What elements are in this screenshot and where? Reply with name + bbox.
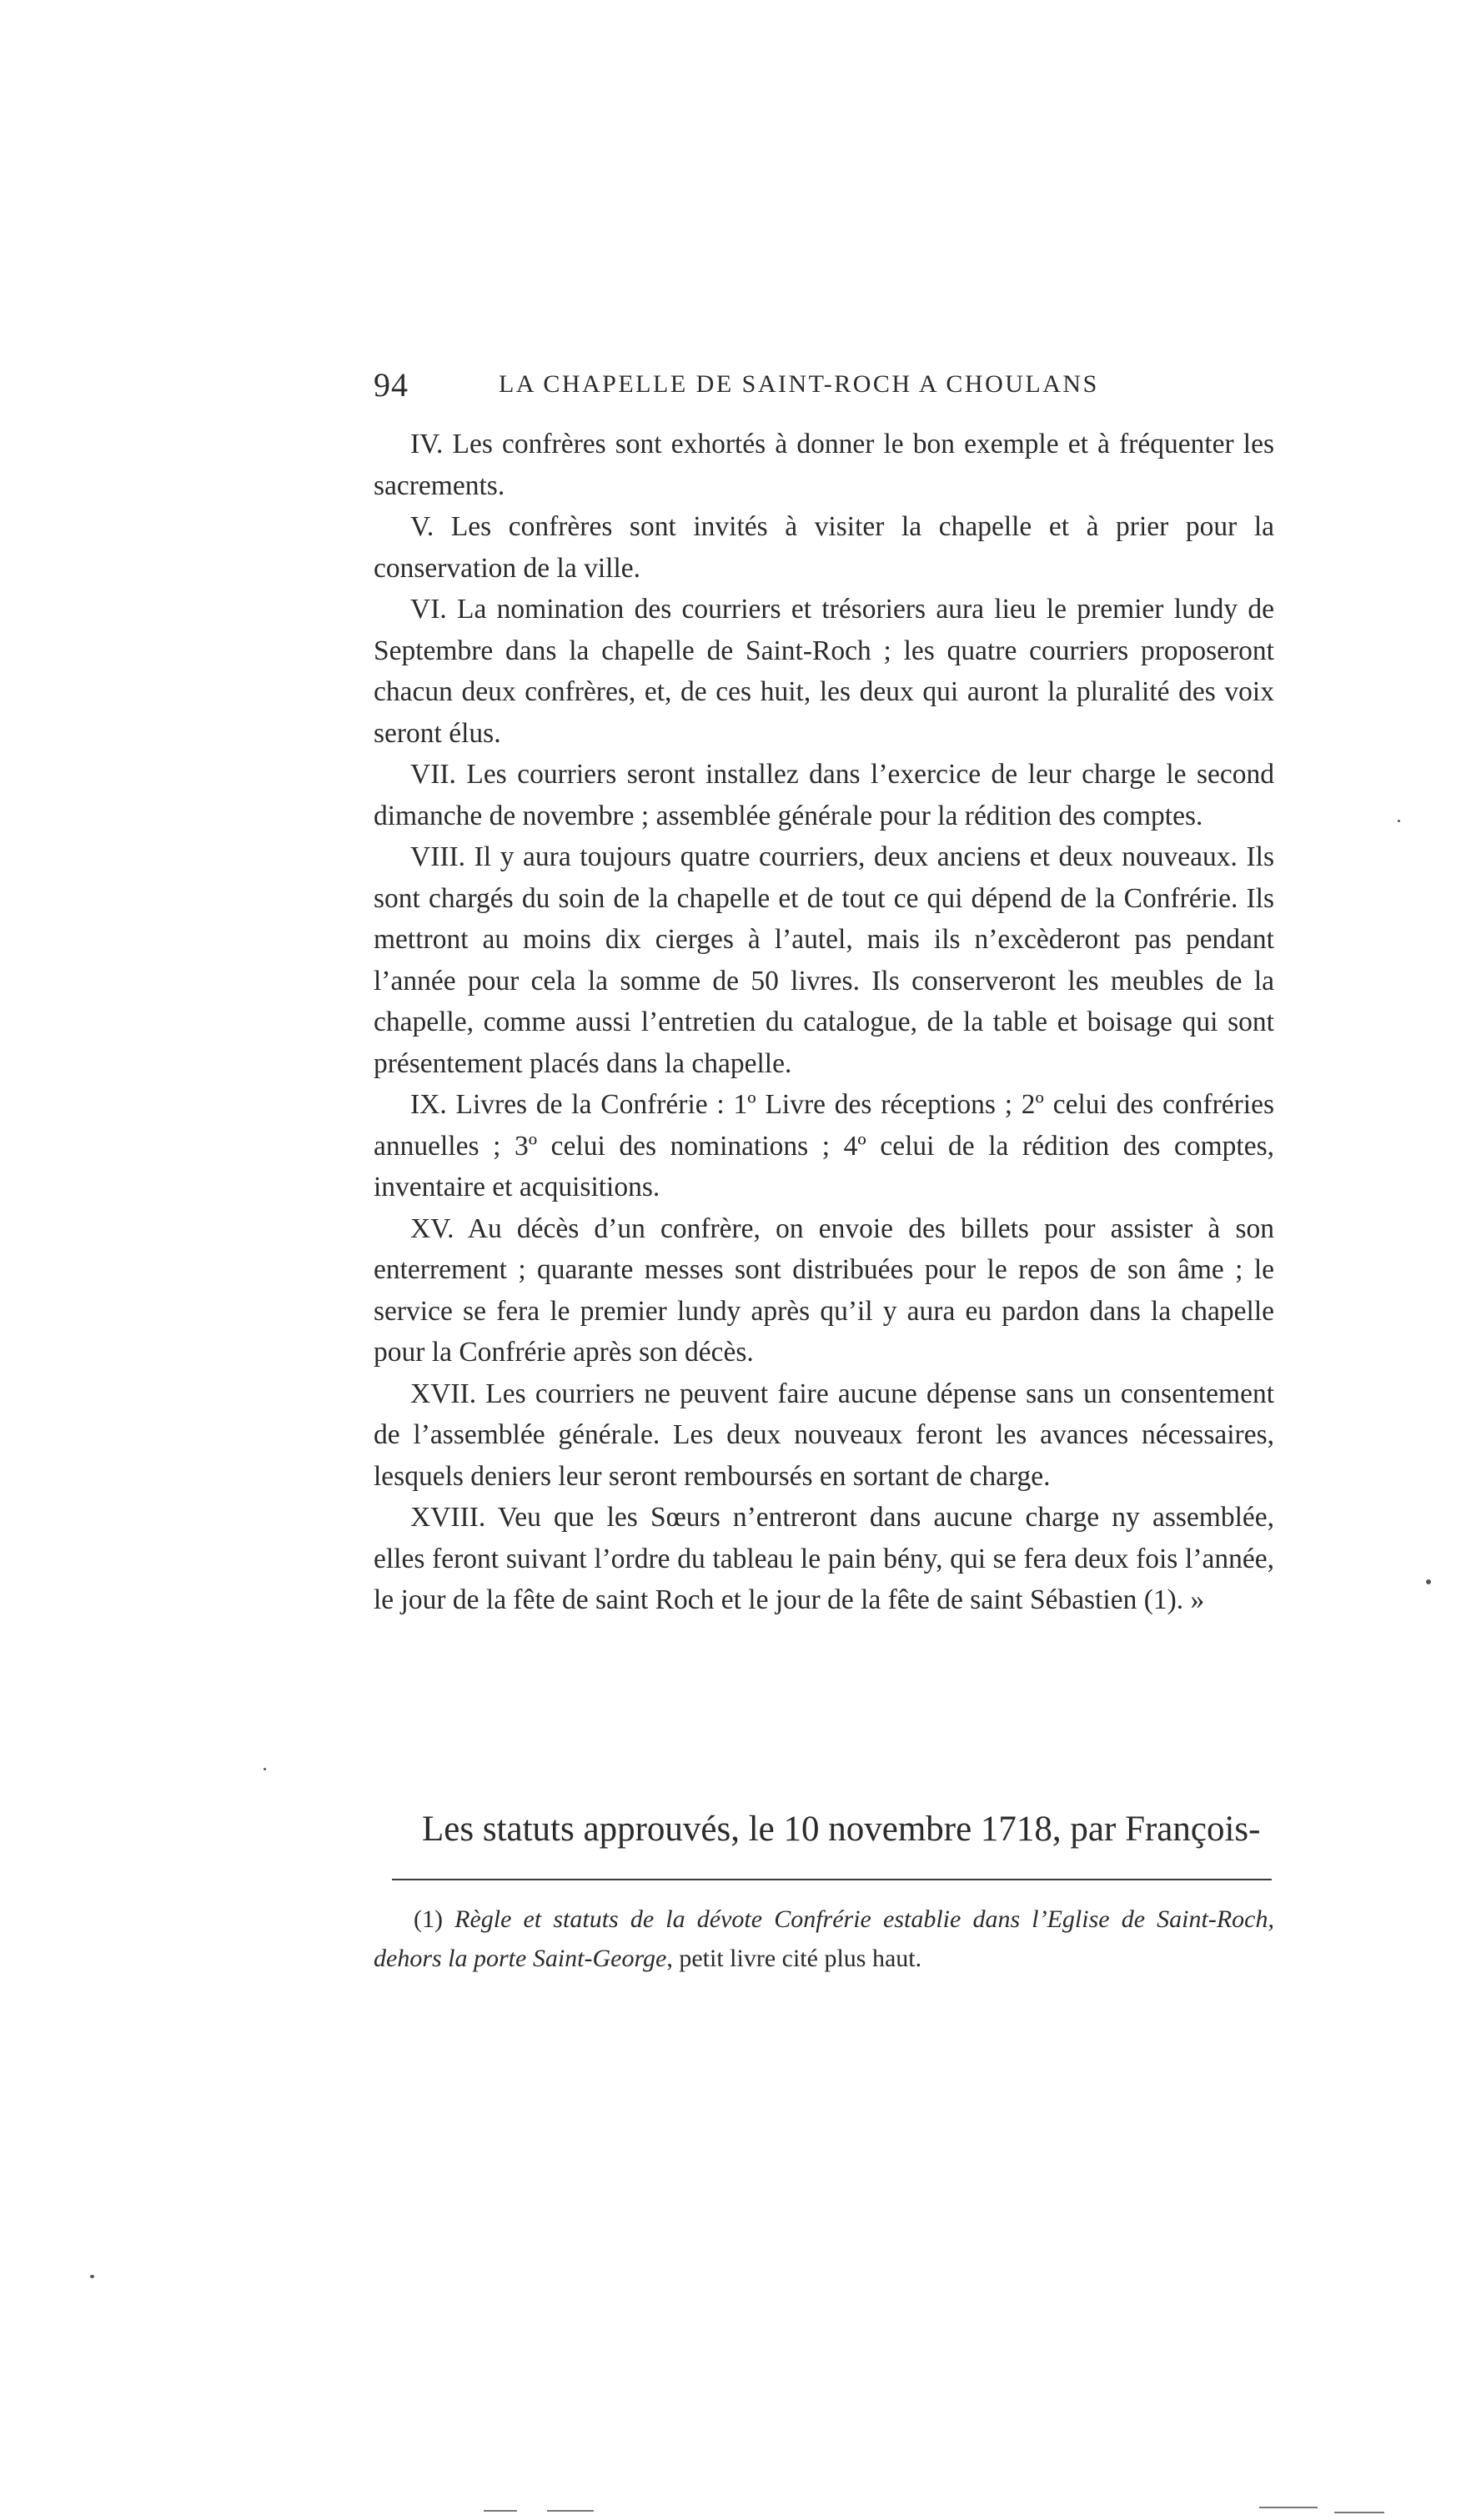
running-head (374, 365, 1274, 415)
article-vii: VII. Les courriers seront installez dans l’exercice de leur charge le second dimanche de novembre ; assemblée générale pour la rédition des comptes. (374, 759, 1274, 831)
statutes-text (374, 424, 1274, 1621)
article-xvii: XVII. Les courriers ne peuvent faire aucune dépense sans un consentement de l’assemblée générale. Les deux nouveaux feront les avances nécessaires, lesquels deniers leur seront remboursés en sortant de charge. (374, 1378, 1274, 1492)
article-iv: IV. Les confrères sont exhortés à donner le bon exemple et à fréquenter les sacrements. (374, 429, 1274, 501)
scan-edge-mark (484, 2510, 517, 2512)
scan-speck (90, 2275, 94, 2278)
footnote-marker: (1) (414, 1905, 455, 1933)
article-ix: IX. Livres de la Confrérie : 1º Livre des réceptions ; 2º celui des confréries annuelles ; 3º celui des nominations ; 4º celui de la rédition des comptes, inventaire et acquisitions. (374, 1089, 1274, 1202)
scan-edge-mark (1334, 2512, 1384, 2513)
article-xviii: XVIII. Veu que les Sœurs n’entreront dans aucune charge ny assemblée, elles feront suivant l’ordre du tableau le pain bény, qui se fera deux fois l’année, le jour de la fête de saint Roch et le jour de la fête de saint Sébastien (1). » (374, 1502, 1274, 1615)
article-vi: VI. La nomination des courriers et trésoriers aura lieu le premier lundy de Septembre dans la chapelle de Saint-Roch ; les quatre courriers proposeront chacun deux confrères, et, de ces huit, les deux qui auront la pluralité des voix seront élus. (374, 594, 1274, 749)
continuation-line: Les statuts approuvés, le 10 novembre 1718, par François- (422, 1810, 1261, 1849)
scan-speck (264, 1768, 266, 1770)
scan-speck (1426, 1579, 1431, 1584)
scan-edge-mark (547, 2510, 594, 2512)
scan-speck (1398, 820, 1400, 822)
article-v: V. Les confrères sont invités à visiter la chapelle et à prier pour la conservation de la ville. (374, 511, 1274, 584)
footnote-rule (392, 1879, 1272, 1880)
footnote-rest: , petit livre cité plus haut. (666, 1945, 922, 1972)
footnote-title: Règle et statuts de la dévote Confrérie establie dans l’Eglise de Saint-Roch, dehors la porte Saint-George (374, 1905, 1274, 1972)
article-xv: XV. Au décès d’un confrère, on envoie des billets pour assister à son enterrement ; quarante messes sont distribuées pour le repos de son âme ; le service se fera le premier lundy après qu’il y aura eu pardon dans la chapelle pour la Confrérie après son décès. (374, 1212, 1274, 1368)
running-title: LA CHAPELLE DE SAINT-ROCH A CHOULANS (499, 370, 1099, 398)
footnote (374, 1900, 1274, 1978)
article-viii: VIII. Il y aura toujours quatre courriers, deux anciens et deux nouveaux. Ils sont chargés du soin de la chapelle et de tout ce qui dépend de la Confrérie. Ils mettront au moins dix cierges à l’autel, mais ils n’excèderont pas pendant l’année pour cela la somme de 50 livres. Ils conserveront les meubles de la chapelle, comme aussi l’entretien du catalogue, de la table et boisage qui sont présentement placés dans la chapelle. (374, 841, 1274, 1079)
scan-edge-mark (1259, 2507, 1318, 2508)
page-number: 94 (374, 366, 409, 404)
